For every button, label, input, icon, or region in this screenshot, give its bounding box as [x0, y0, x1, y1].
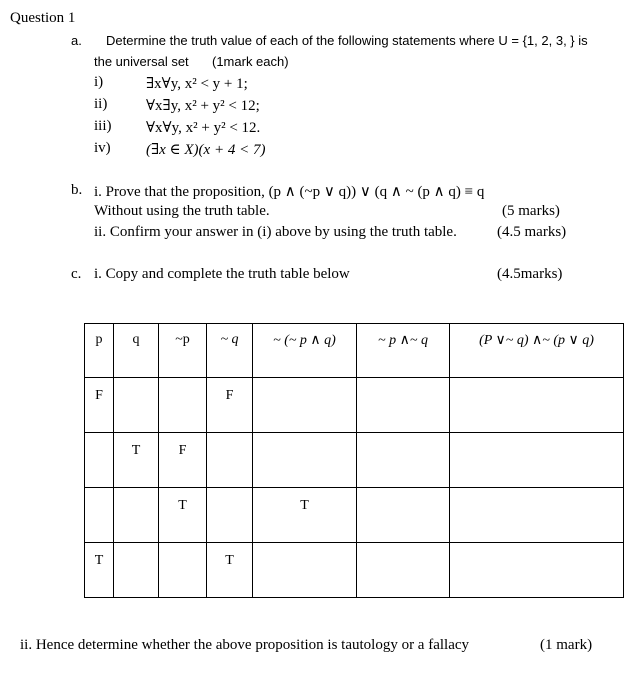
table-cell — [114, 488, 159, 543]
table-cell: F — [85, 378, 114, 433]
table-cell — [114, 378, 159, 433]
truth-table — [84, 323, 624, 598]
part-a-item-num: iv) — [94, 140, 111, 156]
part-a-item-statement: (∃x ∈ X)(x + 4 < 7) — [146, 142, 266, 158]
table-cell: F — [207, 378, 253, 433]
part-a-label: a. — [71, 33, 82, 48]
part-c-line2: ii. Hence determine whether the above proposition is tautology or a fallacy — [20, 637, 470, 653]
table-cell — [357, 433, 450, 488]
part-a-item-statement: ∀x∀y, x² + y² < 12. — [146, 120, 261, 136]
table-cell: T — [114, 433, 159, 488]
table-cell — [357, 488, 450, 543]
table-header-cell: p — [85, 324, 114, 378]
part-c-line1-marks: (4.5marks) — [497, 266, 563, 282]
table-header-cell: ~ (~ p ∧ q) — [253, 324, 357, 378]
table-row — [85, 433, 624, 488]
part-a-item-num: i) — [94, 74, 104, 90]
table-row — [85, 488, 624, 543]
table-cell — [357, 543, 450, 598]
table-cell — [114, 543, 159, 598]
part-c-label: c. — [71, 266, 82, 282]
table-row — [85, 543, 624, 598]
part-a-item-num: ii) — [94, 96, 108, 112]
part-a-item-num: iii) — [94, 118, 112, 134]
part-b-label: b. — [71, 182, 83, 198]
table-header-cell: ~p — [159, 324, 207, 378]
table-header-cell: ~ p ∧~ q — [357, 324, 450, 378]
table-cell: T — [207, 543, 253, 598]
question-title: Question 1 — [10, 10, 76, 26]
table-cell: F — [159, 433, 207, 488]
table-cell — [450, 488, 624, 543]
table-cell — [159, 378, 207, 433]
table-row — [85, 378, 624, 433]
part-a-intro-line1: Determine the truth value of each of the following statements where U = {1, 2, 3, } is — [106, 33, 588, 48]
part-a-item-statement: ∃x∀y, x² < y + 1; — [146, 76, 248, 92]
table-header-cell: (P ∨~ q) ∧~ (p ∨ q) — [450, 324, 624, 378]
table-cell — [253, 543, 357, 598]
table-cell — [207, 488, 253, 543]
part-b-line2-marks: (5 marks) — [502, 203, 560, 219]
table-cell — [159, 543, 207, 598]
table-header-row — [85, 324, 624, 378]
part-b-line3: ii. Confirm your answer in (i) above by using the truth table. — [94, 224, 457, 240]
table-cell — [85, 488, 114, 543]
table-cell: T — [159, 488, 207, 543]
part-c-line2-marks: (1 mark) — [540, 637, 593, 653]
table-cell — [357, 378, 450, 433]
part-b-line3-marks: (4.5 marks) — [497, 224, 567, 240]
table-cell — [207, 433, 253, 488]
part-a-item-statement: ∀x∃y, x² + y² < 12; — [146, 98, 260, 114]
part-c-line1: i. Copy and complete the truth table below — [94, 266, 350, 282]
part-a-marks: (1mark each) — [212, 54, 289, 69]
table-cell: T — [253, 488, 357, 543]
part-a-intro-line2: the universal set — [94, 54, 189, 69]
part-b-line1: i. Prove that the proposition, (p ∧ (~p ∨ q)) ∨ (q ∧ ~ (p ∧ q) ≡ q — [94, 184, 485, 200]
part-b-line2: Without using the truth table. — [94, 203, 270, 219]
table-cell: T — [85, 543, 114, 598]
table-header-cell: ~ q — [207, 324, 253, 378]
table-cell — [450, 433, 624, 488]
table-cell — [85, 433, 114, 488]
table-header-cell: q — [114, 324, 159, 378]
table-cell — [253, 433, 357, 488]
table-cell — [253, 378, 357, 433]
table-cell — [450, 378, 624, 433]
table-cell — [450, 543, 624, 598]
